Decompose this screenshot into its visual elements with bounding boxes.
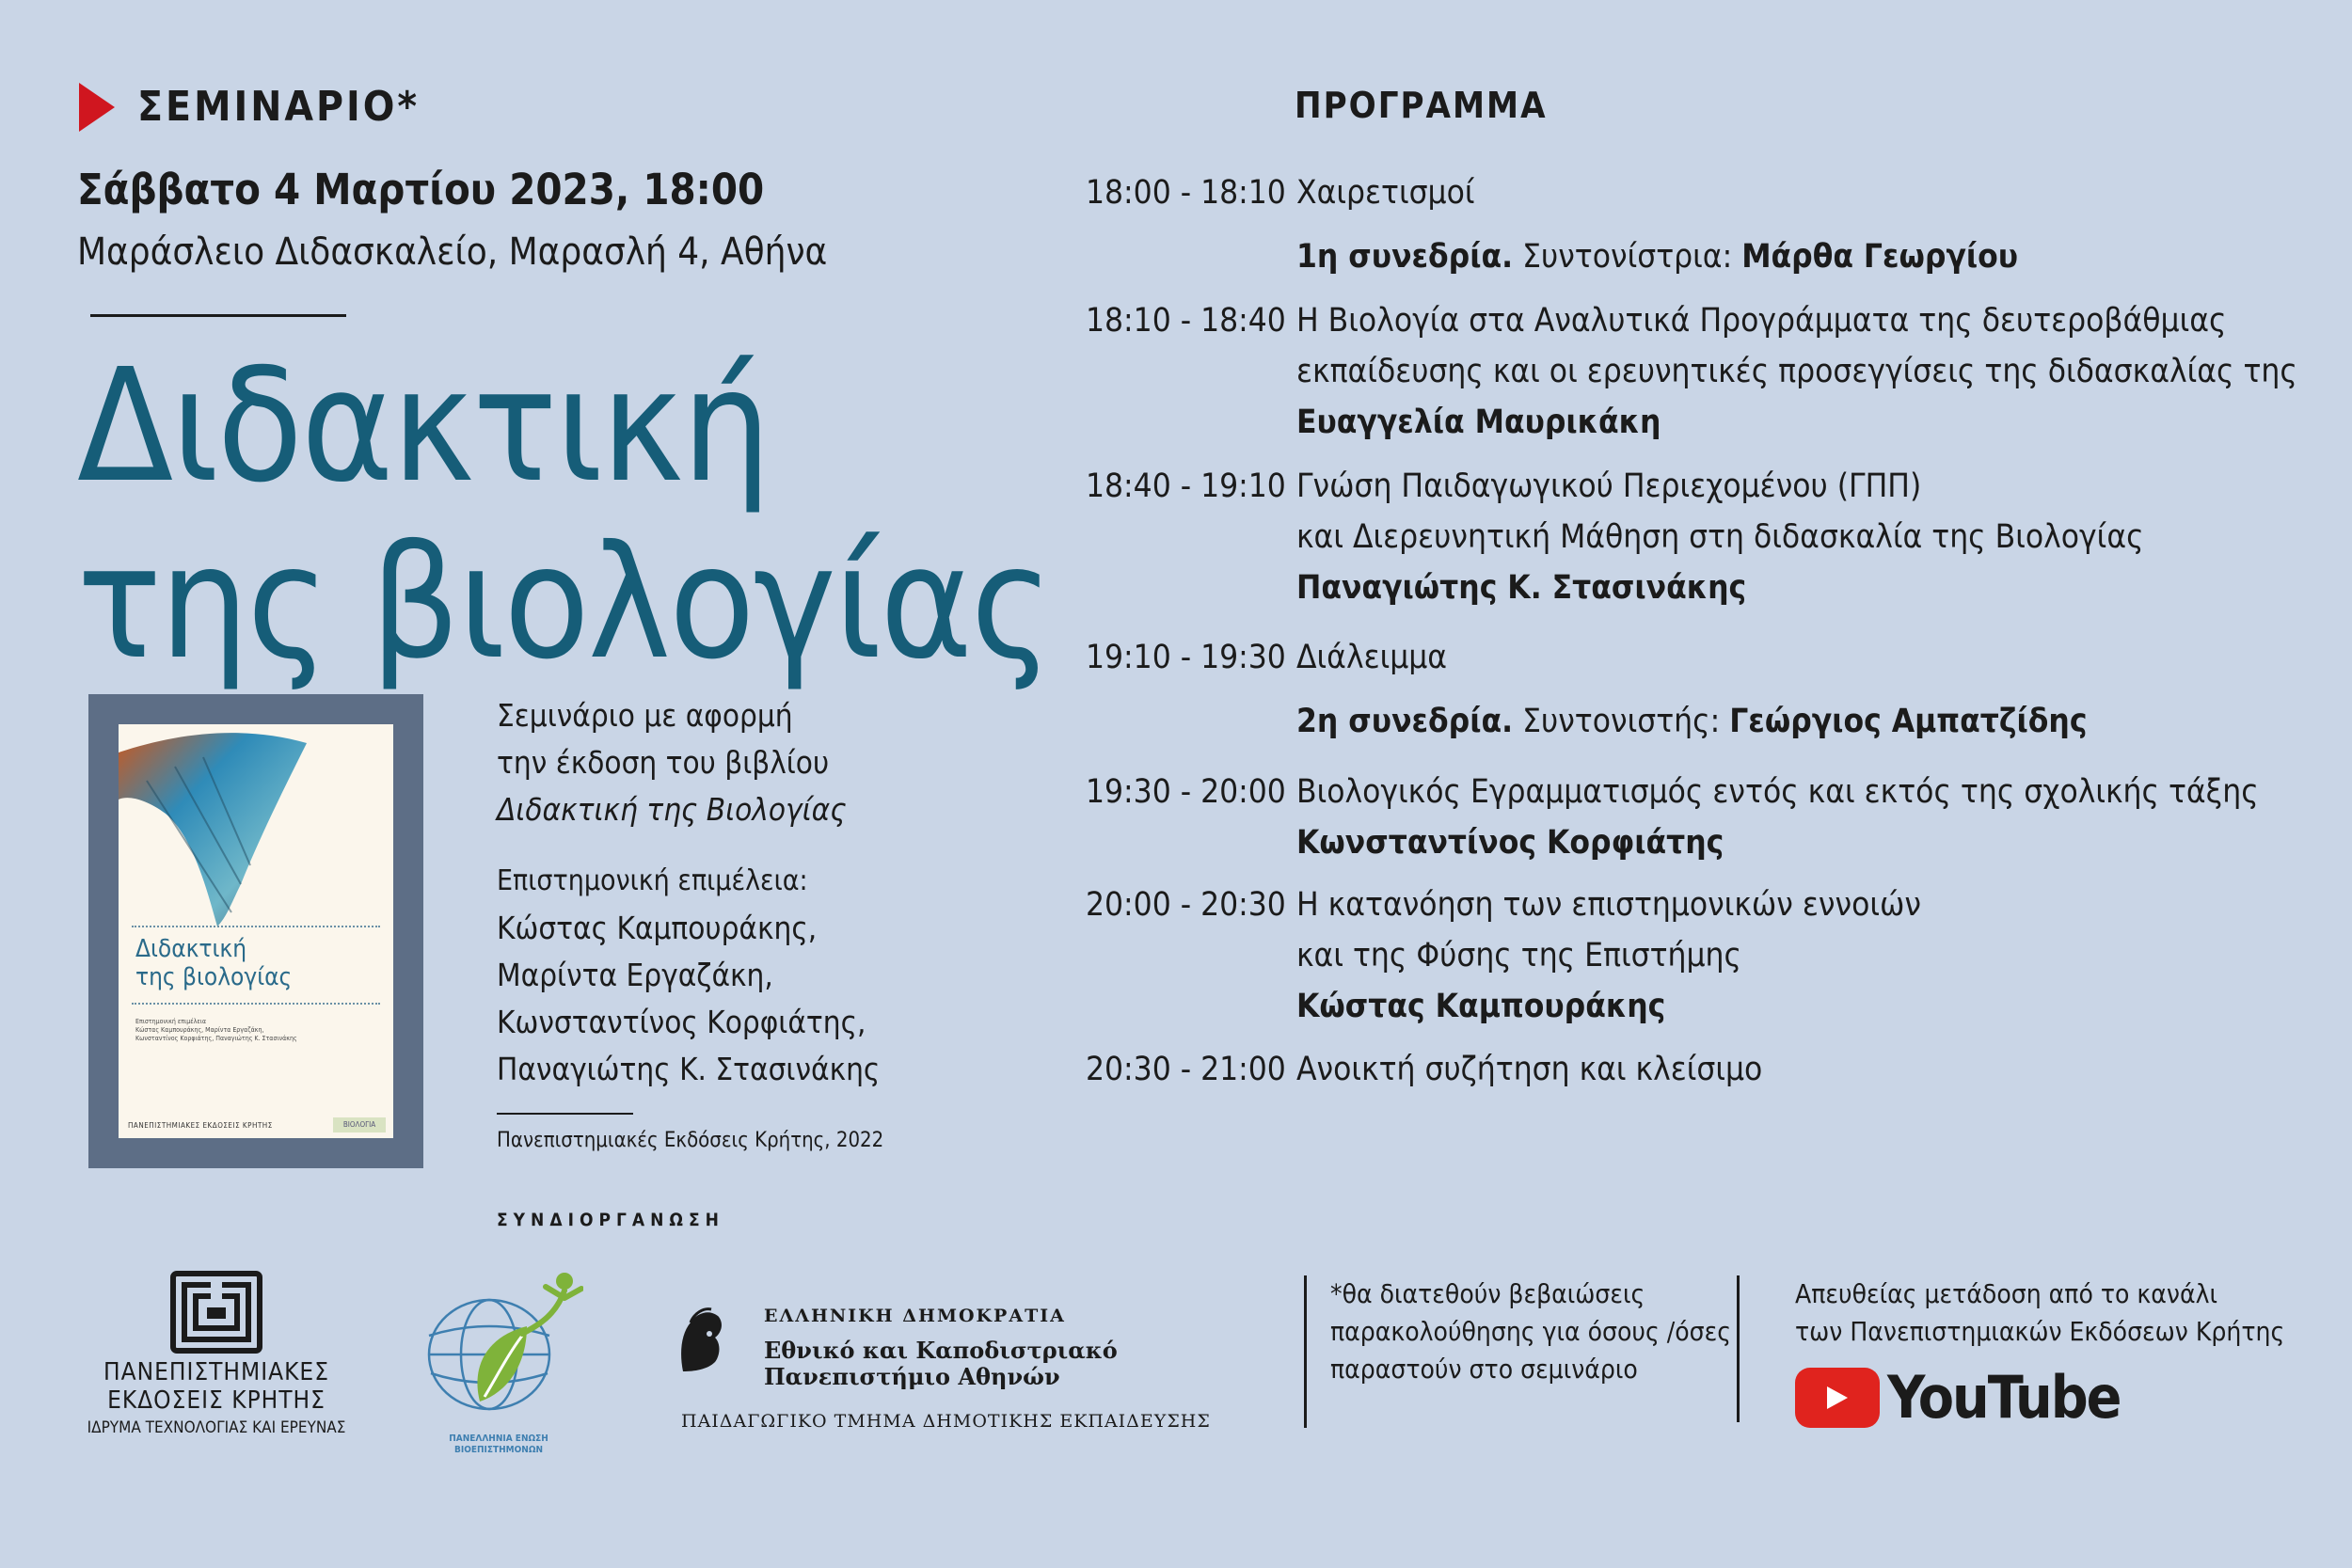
event-date-time: Σάββατο 4 Μαρτίου 2023, 18:00 [77, 165, 765, 214]
uc-name: ΠΑΝΕΠΙΣΤΗΜΙΑΚΕΣ ΕΚΔΟΣΕΙΣ ΚΡΗΤΗΣ [103, 1358, 329, 1415]
livestream-info: Απευθείας μετάδοση από το κανάλι των Πανεπιστημιακών Εκδόσεων Κρήτης [1795, 1278, 2285, 1347]
bioscientists-union-caption: ΠΑΝΕΛΛΗΝΙΑ ΕΝΩΣΗ ΒΙΟΕΠΙΣΤΗΜΟΝΩΝ [449, 1433, 548, 1455]
divider [1304, 1275, 1307, 1428]
program-time: 19:10 - 19:30 [1086, 639, 1286, 676]
program-item: Διάλειμμα [1296, 639, 1448, 676]
book-description: Σεμινάριο με αφορμή την έκδοση του βιβλίου Διδακτική της Βιολογίας [497, 697, 847, 828]
uc-press-logo [75, 1270, 358, 1439]
program-item: και Διερευνητική Μάθηση στη διδασκαλία της Βιολογίας [1296, 518, 2144, 556]
program-item: Γνώση Παιδαγωγικού Περιεχομένου (ΓΠΠ) [1296, 467, 1922, 505]
program-item: Ανοικτή συζήτηση και κλείσιμο [1296, 1051, 1763, 1088]
cohost-label: ΣΥΝΔΙΟΡΓΑΝΩΣΗ [497, 1210, 724, 1230]
uoa-name: Εθνικό και Καποδιστριακό Πανεπιστήμιο Αθηνών [764, 1337, 1118, 1390]
program-item: εκπαίδευσης και οι ερευνητικές προσεγγίσεις της διδασκαλίας της [1296, 353, 2297, 390]
book-cover-page [119, 724, 393, 1138]
title-line-1: Διδακτική [77, 336, 770, 517]
program-time: 20:30 - 21:00 [1086, 1051, 1286, 1088]
program-time: 18:00 - 18:10 [1086, 174, 1286, 212]
cover-publisher: ΠΑΝΕΠΙΣΤΗΜΙΑΚΕΣ ΕΚΔΟΣΕΙΣ ΚΡΗΤΗΣ [128, 1121, 273, 1130]
program-speaker: Κώστας Καμπουράκης [1296, 988, 1666, 1025]
uoa-state: ΕΛΛΗΝΙΚΗ ΔΗΜΟΚΡΑΤΙΑ [764, 1306, 1066, 1326]
seminar-label: ΣΕΜΙΝΑΡΙΟ* [137, 83, 421, 131]
divider [90, 314, 346, 317]
youtube-logo[interactable] [1795, 1360, 2121, 1435]
bird-wing-image [119, 724, 393, 941]
program-item: Χαιρετισμοί [1296, 174, 1475, 212]
publisher-info: Πανεπιστημιακές Εκδόσεις Κρήτης, 2022 [497, 1129, 884, 1152]
cover-rule [132, 926, 380, 927]
athena-head-icon [674, 1306, 726, 1373]
uoa-department: ΠΑΙΔΑΓΩΓΙΚΟ ΤΜΗΜΑ ΔΗΜΟΤΙΚΗΣ ΕΚΠΑΙΔΕΥΣΗΣ [681, 1411, 1211, 1432]
program-time: 18:40 - 19:10 [1086, 467, 1286, 505]
uc-subtitle: ΙΔΡΥΜΑ ΤΕΧΝΟΛΟΓΙΑΣ ΚΑΙ ΕΡΕΥΝΑΣ [87, 1418, 346, 1437]
bioscientists-union-logo [414, 1260, 583, 1456]
youtube-wordmark: YouTube [1887, 1363, 2121, 1432]
title-line-2: της βιολογίας [77, 513, 1052, 694]
youtube-play-icon [1795, 1368, 1880, 1428]
session-line: 1η συνεδρία. Συντονίστρια: Μάρθα Γεωργίου [1296, 238, 2019, 276]
session-line: 2η συνεδρία. Συντονιστής: Γεώργιος Αμπατζίδης [1296, 703, 2088, 740]
cover-editors: Επιστημονική επιμέλεια Κώστας Καμπουράκης, Μαρίντα Εργαζάκη, Κωνσταντίνος Κορφιάτης, Παναγιώτης Κ. Στασινάκης [135, 1018, 297, 1042]
program-item: Η Βιολογία στα Αναλυτικά Προγράμματα της δευτεροβάθμιας [1296, 302, 2227, 340]
program-time: 18:10 - 18:40 [1086, 302, 1286, 340]
program-heading: ΠΡΟΓΡΑΜΜΑ [1295, 85, 1548, 126]
program-time: 20:00 - 20:30 [1086, 886, 1286, 924]
globe-leaf-icon [414, 1260, 583, 1430]
cover-title: Διδακτική της βιολογίας [135, 935, 293, 991]
cover-category: ΒΙΟΛΟΓΙΑ [333, 1117, 386, 1132]
event-venue: Μαράσλειο Διδασκαλείο, Μαρασλή 4, Αθήνα [77, 230, 828, 274]
cover-rule [132, 1003, 380, 1005]
play-arrow-icon [79, 83, 115, 132]
divider [1737, 1275, 1740, 1422]
program-item: και της Φύσης της Επιστήμης [1296, 937, 1741, 974]
program-time: 19:30 - 20:00 [1086, 773, 1286, 811]
labyrinth-icon [169, 1270, 263, 1354]
book-editors: Επιστημονική επιμέλεια: Κώστας Καμπουράκης, Μαρίντα Εργαζάκη, Κωνσταντίνος Κορφιάτης, Παναγιώτης Κ. Στασινάκης [497, 864, 881, 1087]
attendance-note: *θα διατεθούν βεβαιώσεις παρακολούθησης για όσους /όσες παραστούν στο σεμινάριο [1330, 1278, 1732, 1385]
program-speaker: Παναγιώτης Κ. Στασινάκης [1296, 569, 1747, 607]
program-speaker: Ευαγγελία Μαυρικάκη [1296, 404, 1661, 441]
program-item: Βιολογικός Εγραμματισμός εντός και εκτός της σχολικής τάξης [1296, 773, 2259, 811]
divider [497, 1113, 633, 1115]
program-speaker: Κωνσταντίνος Κορφιάτης [1296, 824, 1724, 862]
page-title [77, 336, 1052, 694]
book-cover [88, 694, 423, 1168]
program-item: Η κατανόηση των επιστημονικών εννοιών [1296, 886, 1921, 924]
